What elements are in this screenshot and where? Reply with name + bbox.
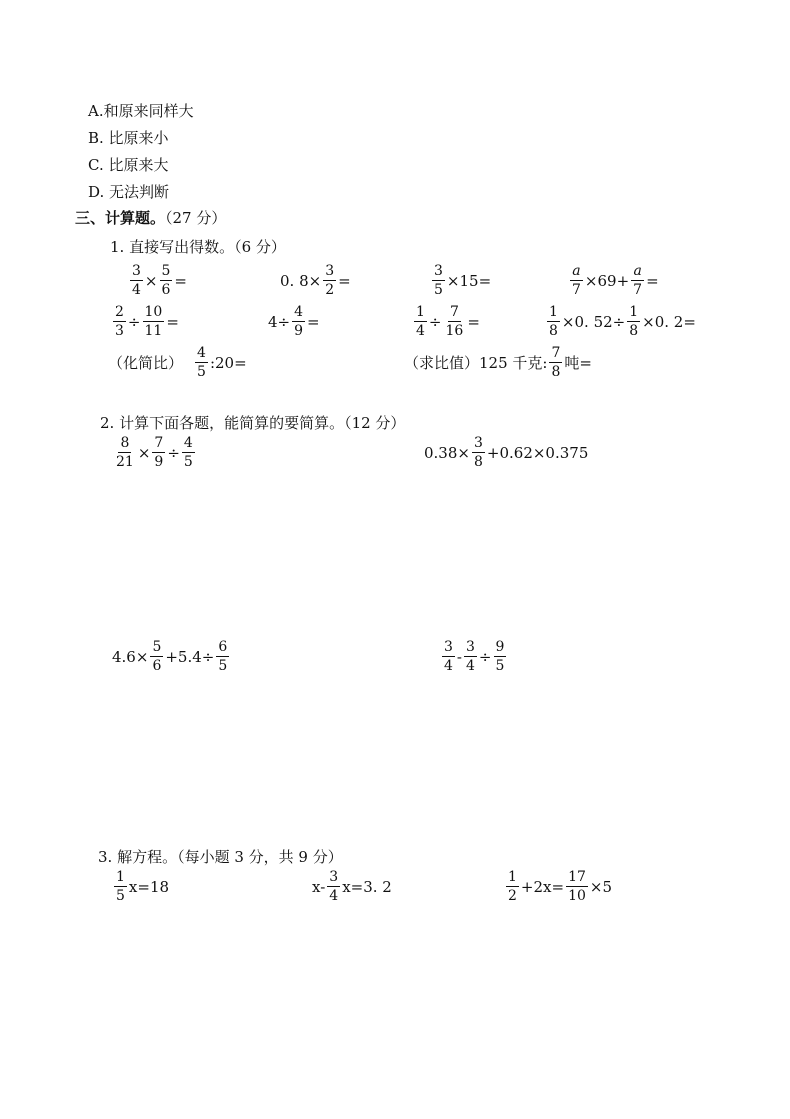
option-b: B. 比原来小	[88, 129, 169, 147]
fraction: $\frac{6}{5}$	[218, 639, 228, 674]
fraction: $\frac{4}{5}$	[197, 345, 206, 380]
fraction: $\frac{5}{6}$	[152, 639, 162, 674]
q1-expr-2: 0. 8× $\frac{3}{2}$ =	[280, 263, 351, 298]
q1-title: 1. 直接写出得数。（6 分）	[110, 238, 286, 256]
q1-expr-4: $\frac{a}{7}$ ×69+ $\frac{a}{7}$ =	[572, 263, 659, 298]
q2-expr-2: 0.38× $\frac{3}{8}$ +0.62×0.375	[424, 435, 589, 470]
fraction: $\frac{a}{7}$	[572, 263, 581, 298]
fraction: $\frac{10}{11}$	[144, 304, 163, 339]
fraction: $\frac{1}{5}$	[116, 869, 125, 904]
section-heading	[75, 207, 226, 228]
fraction: $\frac{1}{4}$	[416, 304, 425, 339]
q2-expr-1: $\frac{8}{21}$ × $\frac{7}{9}$ ÷ $\frac{4}{5}$	[116, 435, 193, 470]
fraction: $\frac{2}{3}$	[115, 304, 124, 339]
fraction: $\frac{5}{6}$	[161, 263, 171, 298]
section-title: 三、计算题。	[75, 209, 166, 227]
fraction: $\frac{a}{7}$	[633, 263, 643, 298]
fraction: $\frac{3}{4}$	[444, 639, 453, 674]
fraction: $\frac{1}{8}$	[549, 304, 558, 339]
q1-expr-8: $\frac{1}{8}$ ×0. 52÷ $\frac{1}{8}$ ×0. 2=	[549, 304, 696, 339]
fraction: $\frac{1}{8}$	[629, 304, 639, 339]
fraction: $\frac{4}{5}$	[183, 435, 193, 470]
q3-expr-3: $\frac{1}{2}$ +2x= $\frac{17}{10}$ ×5	[508, 869, 613, 904]
option-a: A.和原来同样大	[88, 102, 194, 120]
option-d: D. 无法判断	[88, 183, 170, 201]
q2-expr-4: $\frac{3}{4}$ - $\frac{3}{4}$ ÷ $\frac{9}{5}$	[444, 639, 505, 674]
fraction: $\frac{1}{2}$	[508, 869, 517, 904]
q2-title: 2. 计算下面各题，能简算的要简算。（12 分）	[100, 414, 406, 432]
fraction: $\frac{17}{10}$	[568, 869, 586, 904]
q1-expr-7: $\frac{1}{4}$ ÷ $\frac{7}{16}$ =	[416, 304, 480, 339]
q1-expr-3: $\frac{3}{5}$ ×15=	[434, 263, 492, 298]
q1-expr-5: $\frac{2}{3}$ ÷ $\frac{10}{11}$ =	[115, 304, 179, 339]
q2-expr-3: 4.6× $\frac{5}{6}$ +5.4÷ $\frac{6}{5}$	[112, 639, 228, 674]
fraction: $\frac{3}{8}$	[473, 435, 483, 470]
q1-expr-9: （化简比） $\frac{4}{5}$ :20=	[108, 345, 247, 380]
fraction: $\frac{3}{4}$	[466, 639, 475, 674]
option-c: C. 比原来大	[88, 156, 169, 174]
fraction: $\frac{3}{4}$	[132, 263, 141, 298]
q1-expr-10: （求比值）125 千克: $\frac{7}{8}$ 吨=	[404, 345, 592, 380]
fraction: $\frac{3}{4}$	[329, 869, 339, 904]
fraction: $\frac{3}{5}$	[434, 263, 443, 298]
q1-expr-1: $\frac{3}{4}$ × $\frac{5}{6}$ =	[132, 263, 187, 298]
fraction: $\frac{8}{21}$	[116, 435, 134, 470]
fraction: $\frac{4}{9}$	[294, 304, 304, 339]
section-score: （27 分）	[165, 209, 227, 227]
fraction: $\frac{7}{8}$	[551, 345, 561, 380]
fraction: $\frac{7}{9}$	[154, 435, 164, 470]
fraction: $\frac{7}{16}$	[445, 304, 464, 339]
q3-expr-1: $\frac{1}{5}$ x=18	[116, 869, 170, 904]
q3-expr-2: x- $\frac{3}{4}$ x=3. 2	[312, 869, 392, 904]
q3-title: 3. 解方程。（每小题 3 分，共 9 分）	[98, 848, 343, 866]
q1-expr-6: 4÷ $\frac{4}{9}$ =	[268, 304, 320, 339]
fraction: $\frac{9}{5}$	[495, 639, 505, 674]
fraction: $\frac{3}{2}$	[325, 263, 335, 298]
